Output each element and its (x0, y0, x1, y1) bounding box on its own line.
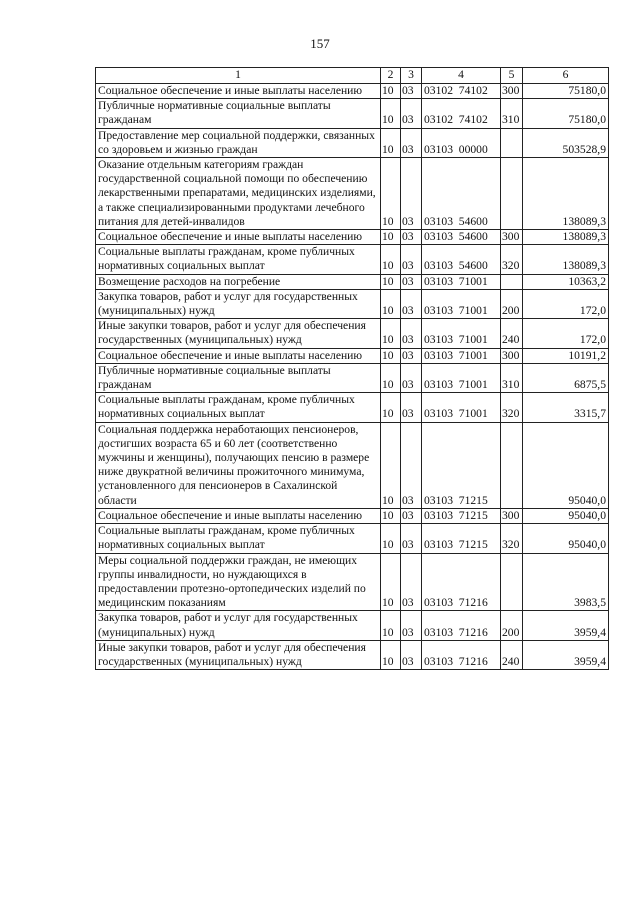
row-subsection: 03 (401, 99, 422, 128)
table-row (96, 611, 609, 640)
page-number: 157 (310, 36, 330, 51)
row-amount: 172,0 (523, 319, 609, 348)
row-subsection: 03 (401, 245, 422, 274)
table-row (96, 363, 609, 392)
row-amount: 75180,0 (523, 99, 609, 128)
row-subsection: 03 (401, 393, 422, 422)
row-expense-type: 240 (501, 640, 523, 669)
row-subsection: 03 (401, 363, 422, 392)
row-section: 10 (381, 393, 401, 422)
row-expense-type: 300 (501, 230, 523, 245)
row-section: 10 (381, 508, 401, 523)
table-row (96, 289, 609, 318)
row-description: Закупка товаров, работ и услуг для государственных (муниципальных) нужд (96, 611, 381, 640)
row-target-article: 03103 71216 (422, 611, 501, 640)
row-section: 10 (381, 422, 401, 508)
row-description: Публичные нормативные социальные выплаты гражданам (96, 99, 381, 128)
row-amount: 3983,5 (523, 553, 609, 611)
row-target-article: 03103 71001 (422, 363, 501, 392)
row-description: Меры социальной поддержки граждан, не имеющих группы инвалидности, но нуждающихся в предоставлении протезно-ортопедических изделий по медицинским показаниям (96, 553, 381, 611)
row-section: 10 (381, 640, 401, 669)
row-description: Иные закупки товаров, работ и услуг для обеспечения государственных (муниципальных) нужд (96, 319, 381, 348)
column-header: 4 (422, 68, 501, 84)
row-amount: 3959,4 (523, 640, 609, 669)
row-section: 10 (381, 99, 401, 128)
row-subsection: 03 (401, 640, 422, 669)
row-expense-type: 310 (501, 99, 523, 128)
row-section: 10 (381, 230, 401, 245)
row-amount: 10363,2 (523, 274, 609, 289)
row-subsection: 03 (401, 289, 422, 318)
row-subsection: 03 (401, 508, 422, 523)
row-target-article: 03102 74102 (422, 84, 501, 99)
row-target-article: 03103 71001 (422, 348, 501, 363)
row-expense-type (501, 158, 523, 230)
row-section: 10 (381, 274, 401, 289)
table-row (96, 508, 609, 523)
table-row (96, 524, 609, 553)
row-amount: 138089,3 (523, 158, 609, 230)
row-expense-type (501, 128, 523, 157)
row-description: Социальные выплаты гражданам, кроме публичных нормативных социальных выплат (96, 245, 381, 274)
row-expense-type: 300 (501, 84, 523, 99)
column-header: 3 (401, 68, 422, 84)
table-row (96, 84, 609, 99)
table-row (96, 99, 609, 128)
row-target-article: 03102 74102 (422, 99, 501, 128)
row-subsection: 03 (401, 230, 422, 245)
row-target-article: 03103 71001 (422, 274, 501, 289)
row-target-article: 03103 71216 (422, 553, 501, 611)
row-section: 10 (381, 363, 401, 392)
row-target-article: 03103 71001 (422, 289, 501, 318)
row-description: Публичные нормативные социальные выплаты гражданам (96, 363, 381, 392)
row-description: Иные закупки товаров, работ и услуг для обеспечения государственных (муниципальных) нужд (96, 640, 381, 669)
row-subsection: 03 (401, 319, 422, 348)
row-expense-type: 320 (501, 524, 523, 553)
row-amount: 172,0 (523, 289, 609, 318)
row-amount: 3959,4 (523, 611, 609, 640)
row-target-article: 03103 54600 (422, 158, 501, 230)
table-row (96, 640, 609, 669)
row-subsection: 03 (401, 422, 422, 508)
row-expense-type: 200 (501, 289, 523, 318)
row-expense-type: 320 (501, 245, 523, 274)
table-row (96, 158, 609, 230)
row-expense-type (501, 422, 523, 508)
row-target-article: 03103 00000 (422, 128, 501, 157)
row-target-article: 03103 71001 (422, 393, 501, 422)
row-description: Закупка товаров, работ и услуг для государственных (муниципальных) нужд (96, 289, 381, 318)
row-target-article: 03103 54600 (422, 230, 501, 245)
row-amount: 95040,0 (523, 508, 609, 523)
budget-table (95, 67, 609, 670)
row-target-article: 03103 71215 (422, 422, 501, 508)
row-amount: 6875,5 (523, 363, 609, 392)
row-amount: 95040,0 (523, 422, 609, 508)
table-row (96, 319, 609, 348)
row-section: 10 (381, 289, 401, 318)
row-description: Социальные выплаты гражданам, кроме публичных нормативных социальных выплат (96, 393, 381, 422)
row-section: 10 (381, 84, 401, 99)
table-row (96, 553, 609, 611)
column-header: 6 (523, 68, 609, 84)
row-target-article: 03103 71215 (422, 524, 501, 553)
table-row (96, 393, 609, 422)
row-subsection: 03 (401, 611, 422, 640)
row-subsection: 03 (401, 84, 422, 99)
row-section: 10 (381, 553, 401, 611)
row-section: 10 (381, 524, 401, 553)
row-expense-type: 300 (501, 508, 523, 523)
row-amount: 95040,0 (523, 524, 609, 553)
table-row (96, 274, 609, 289)
row-expense-type: 300 (501, 348, 523, 363)
row-expense-type: 200 (501, 611, 523, 640)
row-section: 10 (381, 158, 401, 230)
table-header-row (96, 68, 609, 84)
row-description: Оказание отдельным категориям граждан государственной социальной помощи по обеспечению лекарственными препаратами, медицинских изделиями, а также специализированными продуктами лечебного питания для детей-инвалидов (96, 158, 381, 230)
row-description: Социальное обеспечение и иные выплаты населению (96, 508, 381, 523)
table-row (96, 348, 609, 363)
row-amount: 3315,7 (523, 393, 609, 422)
row-amount: 75180,0 (523, 84, 609, 99)
table-row (96, 230, 609, 245)
row-description: Социальное обеспечение и иные выплаты населению (96, 230, 381, 245)
row-description: Возмещение расходов на погребение (96, 274, 381, 289)
row-subsection: 03 (401, 348, 422, 363)
row-section: 10 (381, 128, 401, 157)
row-description: Социальное обеспечение и иные выплаты населению (96, 84, 381, 99)
row-section: 10 (381, 611, 401, 640)
row-amount: 138089,3 (523, 230, 609, 245)
row-target-article: 03103 71001 (422, 319, 501, 348)
row-expense-type: 310 (501, 363, 523, 392)
row-expense-type: 240 (501, 319, 523, 348)
row-amount: 503528,9 (523, 128, 609, 157)
row-description: Предоставление мер социальной поддержки, связанных со здоровьем и жизнью граждан (96, 128, 381, 157)
table-row (96, 128, 609, 157)
row-expense-type (501, 274, 523, 289)
row-description: Социальное обеспечение и иные выплаты населению (96, 348, 381, 363)
row-section: 10 (381, 319, 401, 348)
row-target-article: 03103 71216 (422, 640, 501, 669)
column-header: 5 (501, 68, 523, 84)
row-expense-type (501, 553, 523, 611)
row-target-article: 03103 71215 (422, 508, 501, 523)
row-subsection: 03 (401, 158, 422, 230)
row-subsection: 03 (401, 524, 422, 553)
row-description: Социальные выплаты гражданам, кроме публичных нормативных социальных выплат (96, 524, 381, 553)
row-expense-type: 320 (501, 393, 523, 422)
row-amount: 138089,3 (523, 245, 609, 274)
table-row (96, 245, 609, 274)
row-subsection: 03 (401, 128, 422, 157)
row-subsection: 03 (401, 553, 422, 611)
row-subsection: 03 (401, 274, 422, 289)
row-amount: 10191,2 (523, 348, 609, 363)
row-description: Социальная поддержка неработающих пенсионеров, достигших возраста 65 и 60 лет (соответственно мужчины и женщины), получающих пенсию в размере ниже двукратной величины прожиточного минимума, установленного для пенсионеров в Сахалинской области (96, 422, 381, 508)
column-header: 2 (381, 68, 401, 84)
row-section: 10 (381, 245, 401, 274)
row-section: 10 (381, 348, 401, 363)
row-target-article: 03103 54600 (422, 245, 501, 274)
column-header: 1 (96, 68, 381, 84)
table-row (96, 422, 609, 508)
